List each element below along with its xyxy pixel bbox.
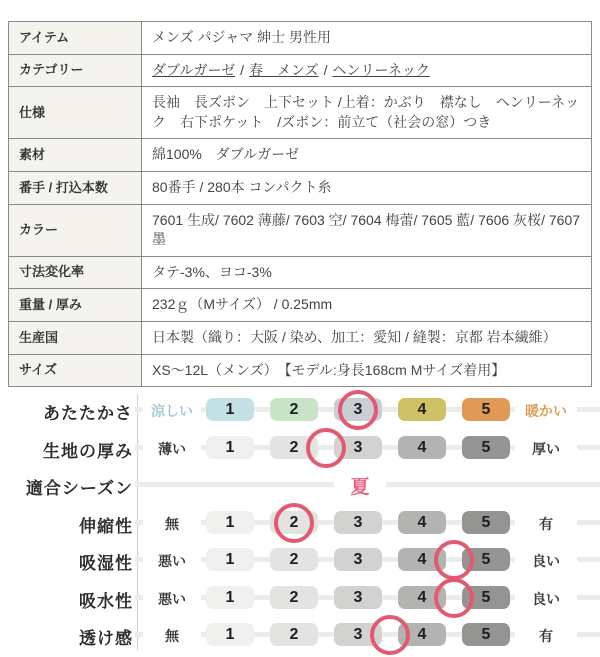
scale-pill-4: 4 [398,586,446,609]
scale-pill-4: 4 [398,436,446,459]
chart-row-thickness [0,429,600,467]
rating-chart [0,391,600,654]
scale-end-thin: 薄い [143,438,201,460]
table-row-thread-count [9,171,592,204]
scale-pill-1: 1 [206,436,254,459]
scale-pill-1: 1 [206,511,254,534]
scale-pill-1: 1 [206,586,254,609]
row-header-color: カラー [9,204,142,256]
selected-rating-circle [370,615,410,655]
scale-end-yes: 有 [515,513,577,535]
row-header-item: アイテム [9,22,142,55]
chart-row-moisture-absorption [0,541,600,579]
row-value-category [142,54,592,87]
scale-pill-5: 5 [462,623,510,646]
row-value-country: 日本製（織り：大阪 / 染め、加工：愛知 / 縫製：京都 岩本繊維） [142,321,592,354]
product-spec-table [8,21,592,387]
selected-rating-circle [434,540,474,580]
selected-rating-circle [434,578,474,618]
scale-pill-5: 5 [462,511,510,534]
scale-end-yes: 有 [515,625,577,647]
row-value-item: メンズ パジャマ 紳士 男性用 [142,22,592,55]
scale-pill-2: 2 [270,511,318,534]
row-value-color: 7601 生成/ 7602 薄藤/ 7603 空/ 7604 梅蕾/ 7605 藍/ 7606 灰桜/ 7607 墨 [142,204,592,256]
scale-pill-2: 2 [270,548,318,571]
scale-pill-4: 4 [398,511,446,534]
row-header-category: カテゴリー [9,54,142,87]
chart-row-sheerness [0,616,600,654]
season-value: 夏 [334,472,386,499]
table-row-specs [9,87,592,139]
scale-pill-5: 5 [462,436,510,459]
row-header-specs: 仕様 [9,87,142,139]
row-header-country: 生産国 [9,321,142,354]
scale-end-warm: 暖かい [515,400,577,422]
table-row-shrinkage [9,256,592,289]
scale-pill-2: 2 [270,398,318,421]
scale-pill-5: 5 [462,586,510,609]
scale-end-good: 良い [515,588,577,610]
row-header-shrinkage: 寸法変化率 [9,256,142,289]
category-separator: / [240,61,245,78]
scale-pill-2: 2 [270,436,318,459]
table-row-size [9,354,592,387]
scale-end-bad: 悪い [143,550,201,572]
category-separator: / [323,61,328,78]
selected-rating-circle [274,503,314,543]
scale-end-good: 良い [515,550,577,572]
rating-label-thickness: 生地の厚み [0,436,135,463]
table-row-item [9,22,592,55]
chart-row-warmth [0,391,600,429]
scale-pill-1: 1 [206,398,254,421]
scale-pill-2: 2 [270,623,318,646]
table-row-country [9,321,592,354]
scale-end-cool: 涼しい [143,400,201,422]
chart-row-season [0,466,600,504]
row-header-size: サイズ [9,354,142,387]
scale-pill-3: 3 [334,623,382,646]
row-header-material: 素材 [9,139,142,172]
rating-label-sheerness: 透け感 [0,623,135,650]
product-spec-section [8,21,592,387]
rating-label-season: 適合シーズン [0,473,135,500]
selected-rating-circle [338,390,378,430]
scale-end-none: 無 [143,513,201,535]
scale-pill-5: 5 [462,548,510,571]
table-row-color [9,204,592,256]
chart-row-water-absorption [0,579,600,617]
scale-pill-3: 3 [334,511,382,534]
scale-end-thick: 厚い [515,438,577,460]
scale-pill-2: 2 [270,586,318,609]
scale-pill-4: 4 [398,623,446,646]
row-value-shrinkage: タテ-3%、ヨコ-3% [142,256,592,289]
row-value-weight-thickness: 232ｇ（Mサイズ） / 0.25mm [142,289,592,322]
scale-pill-1: 1 [206,548,254,571]
category-link-henley-neck[interactable]: ヘンリーネック [332,61,430,78]
row-value-size: XS～12L（メンズ） 【モデル:身長168cm Mサイズ着用】 [142,354,592,387]
scale-pill-3: 3 [334,548,382,571]
scale-pill-3: 3 [334,398,382,421]
scale-pill-1: 1 [206,623,254,646]
row-value-thread-count: 80番手 / 280本 コンパクト糸 [142,171,592,204]
scale-pill-3: 3 [334,436,382,459]
row-value-specs: 長袖 長ズボン 上下セット /上着：かぶり 襟なし ヘンリーネック 右下ポケット /ズボン：前立て（社会の窓）つき [142,87,592,139]
category-link-spring-mens[interactable]: 春 メンズ [249,61,319,78]
rating-label-moisture: 吸湿性 [0,548,135,575]
scale-end-none: 無 [143,625,201,647]
category-link-double-gauze[interactable]: ダブルガーゼ [152,61,236,78]
table-row-weight-thickness [9,289,592,322]
scale-pill-5: 5 [462,398,510,421]
scale-end-bad: 悪い [143,588,201,610]
table-row-category [9,54,592,87]
chart-row-stretch [0,504,600,542]
table-row-material [9,139,592,172]
scale-pill-3: 3 [334,586,382,609]
rating-label-water: 吸水性 [0,586,135,613]
rating-label-warmth: あたたかさ [0,398,135,425]
rating-label-stretch: 伸縮性 [0,511,135,538]
row-header-thread-count: 番手 / 打込本数 [9,171,142,204]
scale-pill-4: 4 [398,548,446,571]
row-value-material: 綿100% ダブルガーゼ [142,139,592,172]
row-header-weight-thickness: 重量 / 厚み [9,289,142,322]
scale-pill-4: 4 [398,398,446,421]
selected-rating-circle [306,428,346,468]
